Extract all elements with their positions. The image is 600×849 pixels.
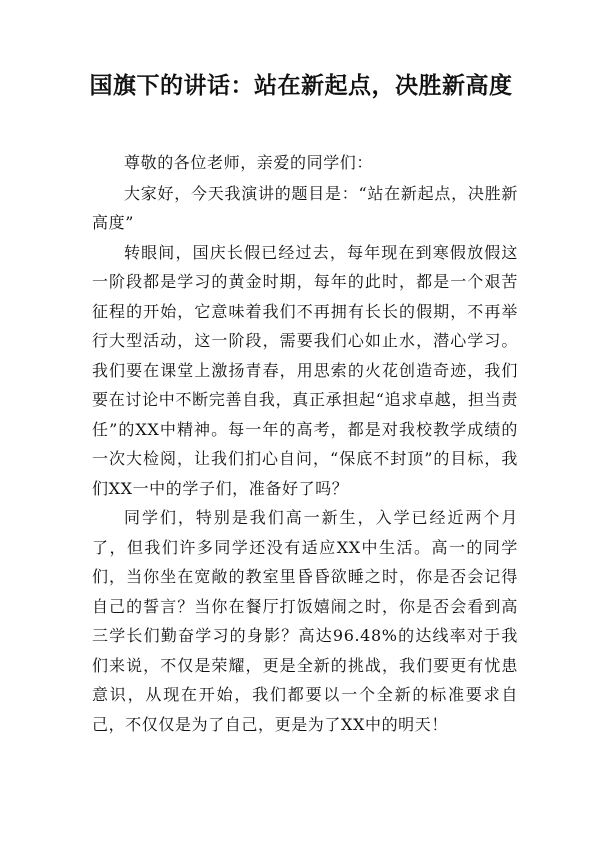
greeting-paragraph: 尊敬的各位老师，亲爱的同学们： — [124, 153, 374, 172]
body-paragraph-1: 转眼间，国庆长假已经过去，每年现在到寒假放假这一阶段都是学习的黄金时期，每年的此时，都是一个艰苦征程的开始，它意味着我们不再拥有长长的假期，不再举行大型活动，这一阶段，需要我们心如止水，潜心学习。我们要在课堂上激扬青春，用思索的火花创造奇迹，我们要在讨论中不断完善自我，真正承担起“追求卓越，担当责任”的XX中精神。每一年的高考，都是对我校教学成绩的一次大检阅，让我们扪心自问，“保底不封顶”的目标，我们XX一中的学子们，准备好了吗？ — [92, 242, 518, 498]
body-paragraph-2: 同学们，特别是我们高一新生，入学已经近两个月了，但我们许多同学还没有适应XX中生活。高一的同学们，当你坐在宽敞的教室里昏昏欲睡之时，你是否会记得自己的誓言？当你在餐厅打饭嬉闹之时，你是否会看到高三学长们勤奋学习的身影？高达96.48%的达线率对于我们来说，不仅是荣耀，更是全新的挑战，我们要更有忧患意识，从现在开始，我们都要以一个全新的标准要求自己，不仅仅是为了自己，更是为了XX中的明天！ — [92, 508, 518, 734]
intro-paragraph: 大家好，今天我演讲的题目是：“站在新起点，决胜新高度” — [92, 183, 518, 232]
page-title: 国旗下的讲话：站在新起点，决胜新高度 — [89, 72, 513, 99]
speech-body — [92, 148, 518, 739]
